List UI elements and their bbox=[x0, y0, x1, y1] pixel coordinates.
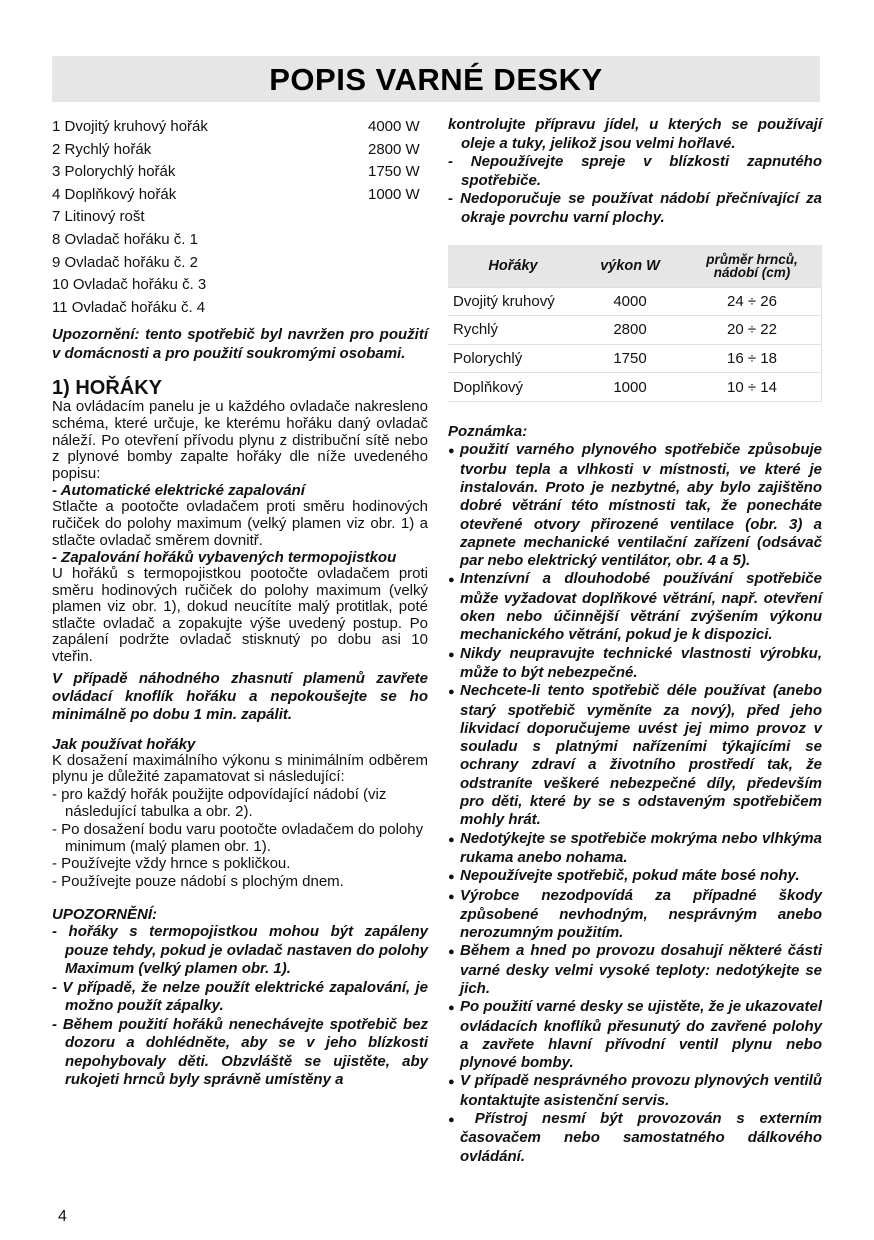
list-item: ● Po použití varné desky se ujistěte, že je ukazovatel ovládacích knoflíků přesunutý do zavřené polohy a zavřete hlavní přívodní ventil plynu nebo plynové bomby. bbox=[448, 998, 822, 1072]
list-item: - Nedoporučuje se používat nádobí přečnívající za okraje povrchu varní plochy. bbox=[448, 190, 822, 226]
thermo-text: U hořáků s termopojistkou pootočte ovladačem proti směru hodinových ručiček do polohy maximum (velký plamen viz obr. 1), dokud neucítíte malý protitlak, poté stlačte ovladač a zopakujte výše uvedený postup. Po zapálení podržte ovladač stisknutý po dobu asi 10 vteřin. bbox=[52, 565, 428, 666]
part-power bbox=[368, 252, 428, 275]
household-warning: Upozornění: tento spotřebič byl navržen pro použití v domácnosti a pro použití soukromými osobami. bbox=[52, 326, 428, 363]
table-row bbox=[448, 316, 822, 345]
caution-heading: UPOZORNĚNÍ: bbox=[52, 906, 157, 924]
parts-item bbox=[52, 116, 428, 139]
thermo-heading: - Zapalování hořáků vybavených termopojistkou bbox=[52, 549, 397, 567]
table-cell: 4000 bbox=[578, 287, 682, 316]
parts-item bbox=[52, 206, 428, 229]
part-power: 2800 W bbox=[368, 140, 420, 158]
auto-ignition-text: Stlačte a pootočte ovladačem proti směru hodinových ručiček do polohy maximum (velký plamen viz obr. 1) a stlačte ovladač směrem dovnitř. bbox=[52, 498, 428, 549]
part-power bbox=[368, 206, 428, 229]
part-label: 4 Doplňkový hořák bbox=[52, 185, 177, 203]
table-cell: Dvojitý kruhový bbox=[448, 287, 578, 316]
page-number: 4 bbox=[58, 1208, 67, 1225]
parts-item bbox=[52, 297, 428, 320]
list-item: ● Přístroj nesmí být provozován s externím časovačem nebo samostatného dálkového ovládání. bbox=[448, 1110, 822, 1166]
intro-paragraph: Na ovládacím panelu je u každého ovladače nakresleno schéma, které určuje, ke kterému hořáku daný ovladač náleží. Po otevření přívodu plynu z distribuční sítě nebo z plynové bomby zapalte hořáky dle níže uvedeného popisu: bbox=[52, 398, 428, 482]
table-header: výkon W bbox=[578, 245, 682, 287]
list-item: - V případě, že nelze použít elektrické zapalování, je možno použít zápalky. bbox=[52, 978, 428, 1015]
caution-list bbox=[52, 923, 428, 1090]
table-cell: Polorychlý bbox=[448, 344, 578, 373]
part-power bbox=[368, 297, 428, 320]
part-label: 1 Dvojitý kruhový hořák bbox=[52, 118, 208, 135]
parts-item bbox=[52, 184, 428, 207]
table-cell: Doplňkový bbox=[448, 373, 578, 402]
list-item: ● Nechcete-li tento spotřebič déle používat (anebo starý spotřebič vyměníte za nový), před jeho likvidací doporučujeme uvést jej mimo provoz v souladu s platnými nařízeními týkajícími se ochrany zdraví a životního prostředí tak, že odstraníte veškeré nebezpečné díly, především pro děti, které by se s odstaveným spotřebičem mohly hrát. bbox=[448, 682, 822, 829]
how-to-use-list bbox=[52, 786, 428, 890]
table-row bbox=[448, 344, 822, 373]
list-item: ● Během a hned po provozu dosahují některé části varné desky velmi vysoké teploty: nedotýkejte se jich. bbox=[448, 942, 822, 998]
table-header bbox=[682, 245, 822, 287]
parts-item bbox=[52, 252, 428, 275]
parts-list bbox=[52, 116, 428, 319]
list-item: - Během použití hořáků nenechávejte spotřebič bez dozoru a dohlédněte, aby se v jeho blízkosti nepohybovaly děti. Obzvláště se ujistěte, aby rukojeti hrnců byly správně umístěny a bbox=[52, 1015, 428, 1089]
flame-warning: V případě náhodného zhasnutí plamenů zavřete ovládací knoflík hořáku a nepokoušejte se ho minimálně po dobu 1 min. zapálit. bbox=[52, 669, 428, 723]
part-power: 4000 W bbox=[368, 118, 420, 135]
table-cell: 1000 bbox=[578, 373, 682, 402]
list-item: - hořáky s termopojistkou mohou být zapáleny pouze tehdy, pokud je ovladač nastaven do polohy Maximum (velký plamen obr. 1). bbox=[52, 923, 428, 978]
burner-table-wrapper bbox=[448, 245, 822, 402]
table-header: Hořáky bbox=[448, 245, 578, 287]
table-header-line: nádobí (cm) bbox=[713, 264, 791, 280]
part-label: 8 Ovladač hořáku č. 1 bbox=[52, 230, 198, 248]
parts-item bbox=[52, 274, 428, 297]
part-power bbox=[368, 229, 428, 252]
note-heading: Poznámka: bbox=[448, 423, 528, 441]
table-cell: Rychlý bbox=[448, 316, 578, 345]
part-power: 1000 W bbox=[368, 185, 420, 203]
list-item: ● Výrobce nezodpovídá za případné škody způsobené nevhodným, nesprávným anebo nerozumným použitím. bbox=[448, 887, 822, 943]
table-cell: 2800 bbox=[578, 316, 682, 345]
part-power bbox=[368, 274, 428, 297]
table-header-row bbox=[448, 245, 822, 287]
list-item: ● použití varného plynového spotřebiče způsobuje tvorbu tepla a vlhkosti v místnosti, ve které je instalován. Proto je nezbytné, aby bylo zajištěno dobré větrání této místnosti tak, že ponecháte otevřené otvory přirozené ventilace (obr. 3) a zapnete mechanické ventilační zařízení (odsávač par nebo elektrický ventilátor, obr. 4 a 5). bbox=[448, 441, 822, 570]
notes-list bbox=[448, 441, 822, 1166]
right-column bbox=[448, 116, 822, 1166]
part-label: 10 Ovladač hořáku č. 3 bbox=[52, 276, 207, 294]
part-label: 3 Polorychlý hořák bbox=[52, 163, 176, 181]
part-label: 11 Ovladač hořáku č. 4 bbox=[52, 298, 206, 316]
burner-table bbox=[448, 245, 822, 401]
table-row bbox=[448, 373, 822, 402]
list-item: - Používejte pouze nádobí s plochým dnem. bbox=[52, 872, 344, 890]
list-item: kontrolujte přípravu jídel, u kterých se používají oleje a tuky, jelikož jsou velmi hořlavé. bbox=[448, 116, 822, 152]
parts-item bbox=[52, 229, 428, 252]
page-title: POPIS VARNÉ DESKY bbox=[52, 56, 820, 102]
table-cell: 20 ÷ 22 bbox=[682, 316, 822, 345]
section-heading: 1) HOŘÁKY bbox=[52, 377, 163, 400]
table-header-line: průměr hrnců, bbox=[706, 251, 798, 267]
table-cell: 24 ÷ 26 bbox=[682, 287, 822, 316]
list-item: - Po dosažení bodu varu pootočte ovladačem do polohy minimum (malý plamen obr. 1). bbox=[52, 820, 424, 856]
list-item: ● Nedotýkejte se spotřebiče mokrýma nebo vlhkýma rukama anebo nohama. bbox=[448, 830, 822, 868]
part-power: 1750 W bbox=[368, 163, 420, 181]
parts-item bbox=[52, 139, 428, 162]
part-label: 2 Rychlý hořák bbox=[52, 140, 152, 158]
table-cell: 16 ÷ 18 bbox=[682, 344, 822, 373]
how-to-use-text: K dosažení maximálního výkonu s minimálním odběrem plynu je důležité zapamatovat si následující: bbox=[52, 751, 428, 786]
list-item: - Používejte vždy hrnce s pokličkou. bbox=[52, 855, 291, 873]
auto-ignition-heading: - Automatické elektrické zapalování bbox=[52, 482, 305, 500]
part-label: 9 Ovladač hořáku č. 2 bbox=[52, 253, 198, 271]
table-cell: 1750 bbox=[578, 344, 682, 373]
continued-caution-list bbox=[448, 116, 822, 227]
part-label: 7 Litinový rošt bbox=[52, 208, 145, 226]
parts-item bbox=[52, 161, 428, 184]
list-item: ● Nepoužívejte spotřebič, pokud máte bosé nohy. bbox=[448, 867, 822, 886]
list-item: ● V případě nesprávného provozu plynových ventilů kontaktujte asistenční servis. bbox=[448, 1072, 822, 1110]
list-item: ● Nikdy neupravujte technické vlastnosti výrobku, může to být nebezpečné. bbox=[448, 645, 822, 683]
list-item: - pro každý hořák použijte odpovídající nádobí (viz následující tabulka a obr. 2). bbox=[52, 785, 387, 821]
list-item: - Nepoužívejte spreje v blízkosti zapnutého spotřebiče. bbox=[448, 153, 822, 189]
table-row bbox=[448, 287, 822, 316]
list-item: ● Intenzívní a dlouhodobé používání spotřebiče může vyžadovat doplňkové větrání, např. otevření oken nebo účinnější větrání zvýšením výkonu mechanického větrání, pokud je k dispozici. bbox=[448, 570, 822, 644]
how-to-use-heading: Jak používat hořáky bbox=[52, 735, 196, 753]
left-column bbox=[52, 116, 428, 1090]
table-cell: 10 ÷ 14 bbox=[682, 373, 822, 402]
